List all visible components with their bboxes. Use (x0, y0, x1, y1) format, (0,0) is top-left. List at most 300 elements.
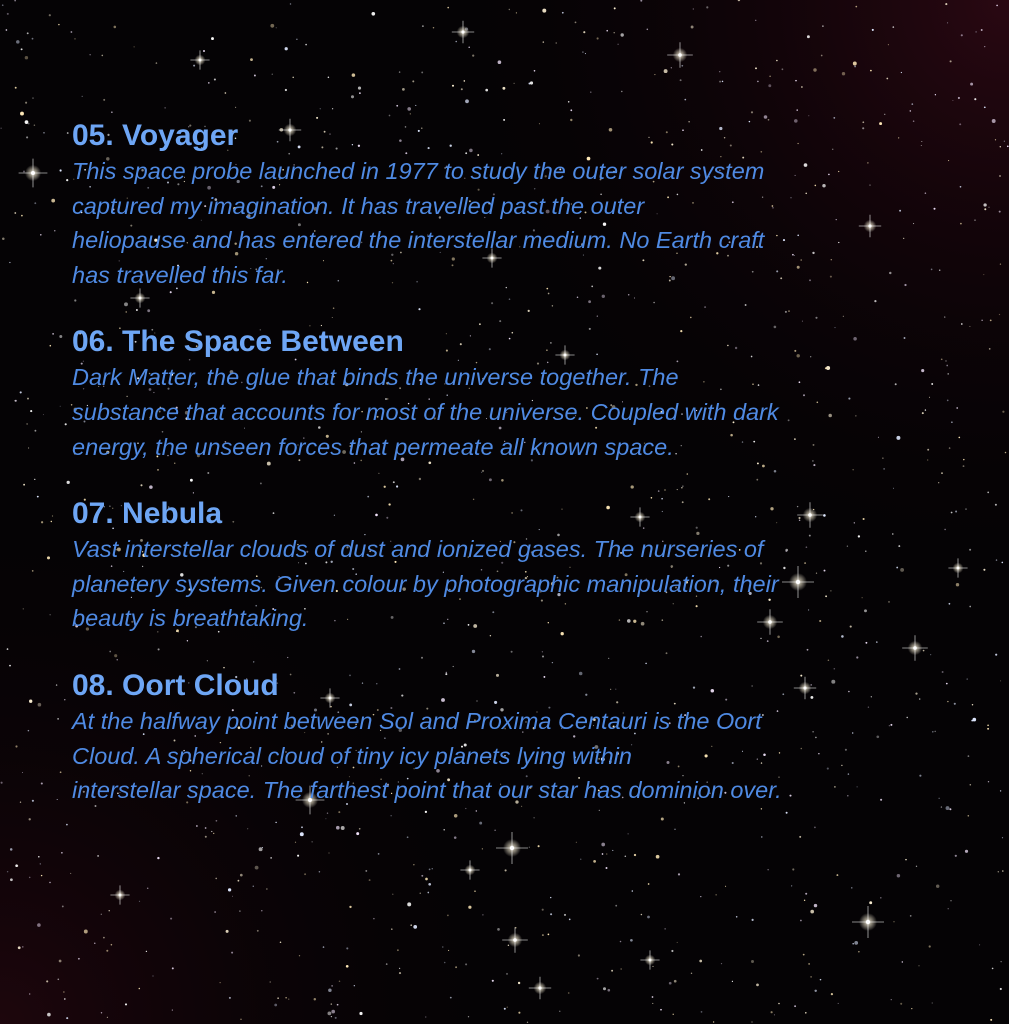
star (886, 78, 888, 80)
star (570, 109, 572, 111)
star (354, 985, 355, 986)
star (725, 886, 726, 887)
star (853, 62, 857, 66)
track-description: Dark Matter, the glue that binds the universe together. The substance that accounts for most of the universe. Coupled with dark energy, the unseen forces that permeate all known space. (72, 364, 779, 460)
star (542, 909, 544, 911)
star (654, 74, 655, 75)
star (814, 904, 817, 907)
star (774, 1014, 775, 1015)
star (693, 8, 694, 9)
star (606, 867, 608, 869)
star (20, 112, 24, 116)
star (950, 900, 951, 901)
star (1, 782, 3, 784)
star (652, 1003, 653, 1004)
star (929, 945, 931, 947)
star (203, 50, 205, 52)
star (1002, 837, 1003, 838)
star (32, 570, 34, 572)
star (550, 897, 551, 898)
star (292, 77, 293, 78)
star (653, 966, 654, 967)
star (530, 81, 533, 84)
star (40, 234, 42, 236)
star (429, 869, 431, 871)
star (674, 980, 677, 983)
star (1000, 790, 1001, 791)
star (25, 56, 28, 59)
star (983, 203, 986, 206)
star (30, 410, 32, 412)
star (620, 941, 622, 943)
star (425, 1016, 426, 1017)
star (597, 978, 599, 980)
star (305, 44, 307, 46)
star (67, 481, 70, 484)
star (1001, 562, 1003, 564)
star (611, 970, 613, 972)
star (578, 954, 580, 956)
star (485, 89, 488, 92)
star (671, 67, 672, 68)
star (270, 981, 271, 982)
star (29, 700, 32, 703)
star (897, 874, 900, 877)
star (768, 84, 771, 87)
star (97, 855, 99, 857)
star (270, 857, 272, 859)
star (371, 12, 375, 16)
star (956, 407, 958, 409)
star (794, 1005, 796, 1007)
star (2, 238, 5, 241)
star (972, 704, 973, 705)
star (583, 31, 585, 33)
star (34, 430, 36, 432)
star (673, 1014, 674, 1015)
star (193, 65, 195, 67)
star (420, 893, 421, 894)
star (299, 955, 300, 956)
star (415, 105, 416, 106)
star (669, 982, 672, 985)
star (757, 81, 759, 83)
star (346, 947, 348, 949)
star (647, 29, 649, 31)
star (447, 7, 449, 9)
star (208, 82, 210, 84)
track-list (72, 118, 952, 840)
star (54, 230, 55, 231)
star (963, 465, 965, 467)
star (854, 941, 858, 945)
star (988, 207, 989, 208)
star (981, 29, 983, 31)
star (15, 745, 17, 747)
star (582, 51, 584, 53)
star (870, 70, 872, 72)
star (220, 982, 221, 983)
star (84, 930, 88, 934)
star (795, 80, 797, 82)
star (331, 985, 333, 987)
star (66, 824, 68, 826)
star (820, 979, 822, 981)
track-item-voyager (72, 118, 952, 292)
star (621, 968, 622, 969)
star (498, 60, 502, 64)
star (647, 916, 650, 919)
star (156, 62, 158, 64)
star (952, 100, 953, 101)
star (32, 97, 33, 98)
star (359, 1012, 362, 1015)
star (82, 96, 83, 97)
star (295, 842, 296, 843)
star (910, 110, 912, 112)
star (497, 928, 500, 931)
star (29, 993, 30, 994)
star (564, 914, 566, 916)
star (59, 335, 62, 338)
star (699, 960, 702, 963)
star (229, 997, 231, 999)
star (386, 963, 388, 965)
star (447, 915, 449, 917)
star (23, 171, 25, 173)
star (805, 1012, 807, 1014)
star (259, 847, 263, 851)
star (27, 32, 29, 34)
star (28, 730, 30, 732)
star (778, 1003, 780, 1005)
star (139, 901, 140, 902)
star (516, 12, 517, 13)
star (1, 128, 2, 129)
star (29, 877, 31, 879)
star (751, 111, 753, 113)
star (755, 67, 757, 69)
star (57, 718, 59, 720)
star (266, 888, 267, 889)
star (984, 208, 986, 210)
star (15, 87, 17, 89)
star (911, 103, 913, 105)
track-title: 06. The Space Between (72, 325, 404, 359)
star (328, 988, 332, 992)
track-item-the-space-between (72, 324, 952, 464)
star (961, 323, 963, 325)
star (270, 24, 274, 28)
star (239, 910, 241, 912)
star (59, 960, 62, 963)
star (801, 86, 803, 88)
star (67, 132, 69, 134)
star (114, 26, 117, 29)
star (240, 874, 243, 877)
star (684, 99, 686, 101)
star (52, 515, 53, 516)
star (621, 91, 622, 92)
star (665, 928, 666, 929)
star (448, 950, 449, 951)
star (74, 38, 75, 39)
star (250, 58, 253, 61)
star (613, 32, 614, 33)
star (506, 973, 508, 975)
star (513, 83, 514, 84)
star (359, 92, 361, 94)
star (328, 77, 330, 79)
star (464, 80, 466, 82)
star (968, 815, 970, 817)
star (768, 869, 769, 870)
star (412, 80, 414, 82)
star (796, 109, 797, 110)
star (502, 87, 505, 90)
star (399, 968, 400, 969)
star (47, 556, 50, 559)
track-description: Vast interstellar clouds of dust and ionized gases. The nurseries of planetery systems. Given colour by photographic manipulation, their beauty is breathtaking. (72, 536, 779, 632)
star (152, 975, 153, 976)
star (7, 871, 8, 872)
star (1005, 452, 1007, 454)
star (40, 863, 41, 864)
star (157, 857, 159, 859)
star (277, 997, 279, 999)
star (965, 508, 966, 509)
star (691, 973, 692, 974)
star (548, 934, 550, 936)
star (630, 939, 633, 942)
star (164, 107, 165, 108)
star (20, 391, 22, 393)
star (634, 854, 636, 856)
star (966, 678, 967, 679)
star (296, 39, 297, 40)
star (1002, 870, 1004, 872)
star (261, 910, 262, 911)
star (106, 950, 108, 952)
star (580, 859, 581, 860)
star (559, 1011, 560, 1012)
star (947, 22, 948, 23)
star (147, 888, 149, 890)
star (103, 99, 105, 101)
star (901, 72, 902, 73)
star (960, 223, 962, 225)
star (838, 1003, 839, 1004)
star (805, 893, 807, 895)
star (407, 902, 411, 906)
star (782, 68, 784, 70)
star (984, 106, 986, 108)
star (958, 437, 960, 439)
star (51, 521, 52, 522)
star (455, 966, 457, 968)
star (955, 511, 957, 513)
star (518, 1012, 520, 1014)
star (700, 896, 701, 897)
star (94, 943, 95, 944)
star (716, 894, 717, 895)
star (935, 94, 936, 95)
star (614, 7, 616, 9)
star (373, 918, 375, 920)
star (970, 784, 972, 786)
star (442, 946, 443, 947)
star (776, 60, 778, 62)
star (814, 990, 816, 992)
star (995, 139, 996, 140)
star (65, 423, 67, 425)
star (70, 873, 71, 874)
star (792, 868, 794, 870)
star (14, 0, 15, 1)
star (107, 1017, 108, 1018)
star (101, 914, 102, 915)
star (15, 864, 18, 867)
star (57, 799, 58, 800)
star (413, 925, 417, 929)
star (632, 890, 634, 892)
star (821, 55, 823, 57)
star (320, 108, 321, 109)
star (538, 845, 540, 847)
star (855, 6, 857, 8)
star (22, 772, 23, 773)
star (995, 654, 997, 656)
star (606, 853, 608, 855)
star (803, 954, 805, 956)
star (433, 27, 434, 28)
star (288, 999, 289, 1000)
star (601, 843, 605, 847)
star (9, 262, 10, 263)
star (884, 114, 885, 115)
star (888, 44, 889, 45)
star (32, 800, 34, 802)
star (402, 88, 405, 91)
star (732, 981, 733, 982)
star (556, 42, 557, 43)
star (238, 880, 240, 882)
star (255, 866, 259, 870)
star (1004, 141, 1005, 142)
star (26, 136, 28, 138)
star (983, 569, 985, 571)
star (452, 85, 454, 87)
star (23, 608, 24, 609)
star (680, 79, 682, 81)
star (465, 963, 467, 965)
star (607, 989, 610, 992)
star (26, 423, 27, 424)
star (569, 919, 571, 921)
star (568, 992, 570, 994)
star (14, 212, 16, 214)
star (808, 115, 809, 116)
star (323, 946, 325, 948)
star (422, 25, 424, 27)
star (836, 874, 838, 876)
star (327, 1011, 331, 1015)
star (60, 771, 62, 773)
star (214, 78, 216, 80)
star (16, 40, 20, 44)
star (602, 853, 604, 855)
star (28, 123, 29, 124)
star (214, 911, 216, 913)
star (25, 102, 27, 104)
star (101, 55, 103, 57)
star (1000, 264, 1001, 265)
star (349, 906, 351, 908)
star (331, 1003, 332, 1004)
star (37, 496, 39, 498)
star (60, 169, 62, 171)
star (974, 219, 975, 220)
star (64, 699, 65, 700)
star (46, 980, 48, 982)
star (346, 965, 349, 968)
star (505, 869, 507, 871)
star (225, 92, 227, 94)
star (337, 1004, 339, 1006)
star (996, 5, 998, 7)
star (235, 107, 236, 108)
star (331, 1016, 332, 1017)
star (504, 1008, 506, 1010)
star (664, 69, 668, 73)
star (975, 31, 977, 33)
star (240, 1019, 241, 1020)
star (509, 9, 510, 10)
star (170, 918, 172, 920)
star (276, 27, 277, 28)
star (810, 910, 814, 914)
star (285, 47, 288, 50)
star (706, 6, 708, 8)
star (852, 943, 854, 945)
star (399, 71, 400, 72)
star (543, 41, 544, 42)
star (399, 972, 401, 974)
star (999, 314, 1000, 315)
star (61, 852, 63, 854)
star (468, 906, 471, 909)
star (468, 46, 470, 48)
star (18, 946, 21, 949)
star (482, 848, 483, 849)
star (272, 74, 273, 75)
star (425, 878, 428, 881)
star (139, 988, 141, 990)
star (615, 905, 617, 907)
star (23, 484, 25, 486)
star (858, 951, 859, 952)
star (66, 179, 68, 181)
star (585, 53, 586, 54)
star (410, 924, 412, 926)
star (652, 996, 654, 998)
star (751, 1021, 752, 1022)
star (988, 781, 989, 782)
star (428, 883, 431, 886)
star (854, 66, 856, 68)
star (648, 883, 650, 885)
star (987, 724, 989, 726)
